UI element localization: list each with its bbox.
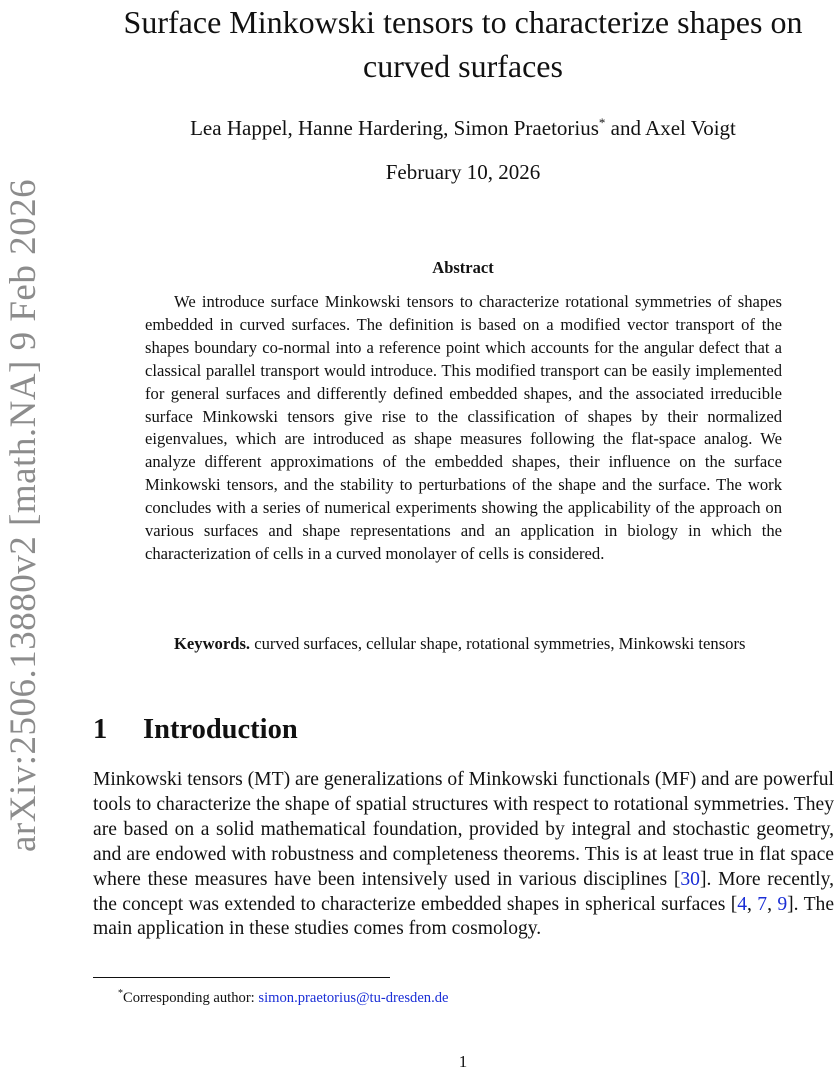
citation-separator: , (767, 893, 778, 915)
keywords (145, 633, 825, 656)
citation-link[interactable]: 4 (737, 893, 748, 915)
author-names-last: and Axel Voigt (605, 116, 736, 140)
corresponding-author-mark[interactable]: * (598, 115, 606, 130)
section-title: Introduction (143, 714, 298, 745)
footnote-label: Corresponding author: (123, 989, 259, 1006)
abstract-heading: Abstract (432, 258, 494, 277)
citation-link[interactable]: 7 (757, 893, 768, 915)
arxiv-identifier-stamp: arXiv:2506.13880v2 [math.NA] 9 Feb 2026 (3, 178, 44, 852)
author-names: Lea Happel, Hanne Hardering, Simon Praetorius (190, 116, 599, 140)
footnote-divider (93, 977, 390, 978)
intro-text-1: Minkowski tensors (MT) are generalizations of Minkowski functionals (MF) and are powerful tools to characterize the shape of spatial structures with respect to rotational symmetries. They are based on a solid mathematical foundation, provided by integral and stochastic geometry, and are endowed with robustness and completeness theorems. This is at least true in flat space where these measures have been intensively used in various disciplines [ (93, 769, 834, 890)
keywords-list: curved surfaces, cellular shape, rotational symmetries, Minkowski tensors (254, 634, 746, 653)
footnote (118, 984, 449, 1008)
author-email-link[interactable]: simon.praetorius@tu-dresden.de (258, 989, 449, 1006)
citation-separator: , (747, 893, 758, 915)
abstract-body: We introduce surface Minkowski tensors to characterize rotational symmetries of shapes embedded in curved surfaces. The definition is based on a modified vector transport of the shapes boundary co-normal into a reference point which accounts for the angular defect that a classical parallel transport would introduce. This modified transport can be easily implemented for general surfaces and differently defined embedded shapes, and the associated irreducible surface Minkowski tensors give rise to the classification of shapes by their normalized eigenvalues, which are introduced as shape measures following the flat-space analog. We analyze different approximations of the embedded shapes, their influence on the surface Minkowski tensors, and the stability to perturbations of the shape and the surface. The work concludes with a series of numerical experiments showing the applicability of the approach on various surfaces and shape representations and an application in biology in which the characterization of cells in a curved monolayer of cells is considered. (145, 292, 782, 563)
page-number: 1 (458, 1052, 468, 1071)
citation-link[interactable]: 9 (777, 893, 788, 915)
introduction-paragraph (93, 768, 834, 942)
paper-title: Surface Minkowski tensors to characterize shapes on curved surfaces (123, 4, 803, 84)
intro-text-3: ]. The main application in these studies comes from cosmology. (93, 893, 834, 940)
citation-link[interactable]: 30 (680, 868, 700, 890)
publication-date: February 10, 2026 (385, 160, 541, 184)
footnote-mark: * (118, 988, 123, 999)
keywords-label: Keywords. (174, 634, 251, 653)
section-number: 1 (93, 714, 108, 745)
section-heading-introduction (93, 714, 298, 746)
author-list (92, 108, 834, 143)
intro-text-2: ]. More recently, the concept was extended to characterize embedded shapes in spherical surfaces [ (93, 868, 834, 915)
